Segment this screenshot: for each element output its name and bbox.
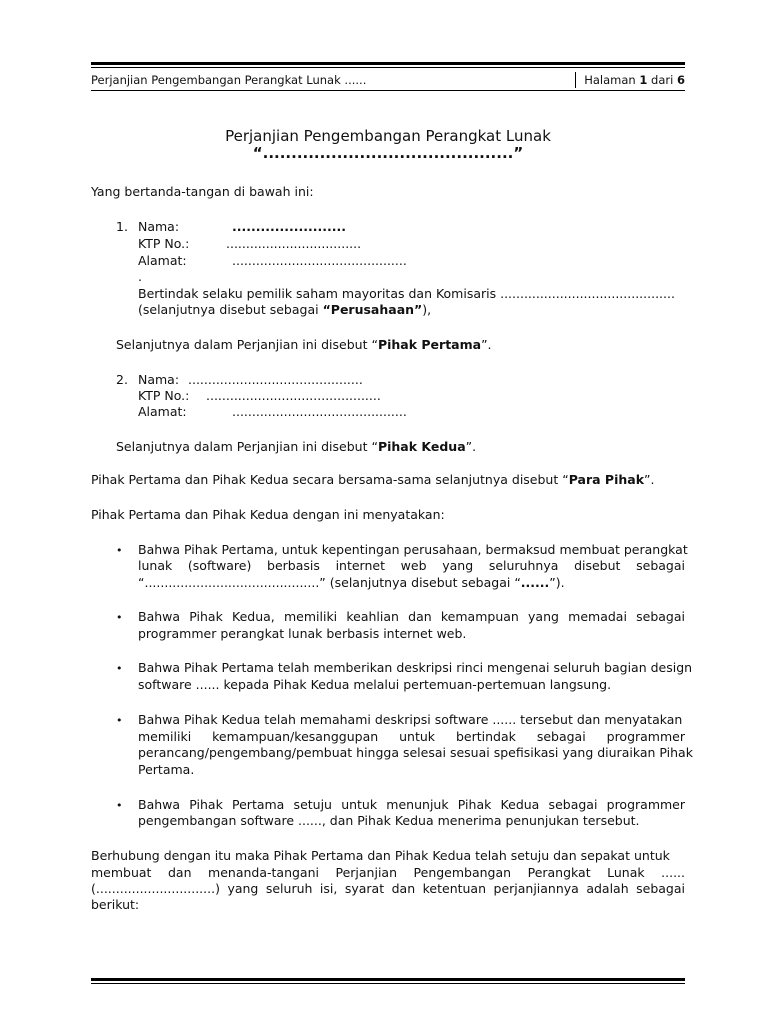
party1-role-line2 [138,302,431,318]
party1-name-value: ........................ [232,219,346,234]
bullet-4-line3: perancang/pengembang/pembuat hingga selesai sesuai spefisikasi yang diuraikan Pihak [138,745,693,760]
party1-company-term: “Perusahaan” [322,302,423,317]
party1-designation-pre: Selanjutnya dalam Perjanjian ini disebut “ [116,337,378,352]
party2-number: 2. [116,372,128,387]
bullet-1-line3-post: ”). [549,575,565,590]
header-doc-title: Perjanjian Pengembangan Perangkat Lunak ...... [91,73,367,87]
bullet-5-marker: • [116,799,123,812]
header-top-rule [91,62,685,65]
party1-name-label: Nama: [138,219,180,234]
closing-line3: (..............................) yang seluruh isi, syarat dan ketentuan perjanjiannya adalah sebagai [91,881,685,896]
closing-line1: Berhubung dengan itu maka Pihak Pertama dan Pihak Kedua telah setuju dan sepakat untuk [91,848,670,863]
bullet-1-marker: • [116,544,123,557]
closing-line2: membuat dan menanda-tangani Perjanjian Pengembangan Perangkat Lunak ...... [91,865,685,880]
document-title: Perjanjian Pengembangan Perangkat Lunak [225,127,551,145]
party2-designation-pre: Selanjutnya dalam Perjanjian ini disebut “ [116,439,378,454]
party2-ktp-label: KTP No.: [138,388,190,403]
document-title-placeholder: “............................................” [252,144,524,162]
bullet-3-marker: • [116,662,123,675]
bullet-3-line2: software ...... kepada Pihak Kedua melalui pertemuan-pertemuan langsung. [138,677,612,692]
declaration-text: Pihak Pertama dan Pihak Kedua dengan ini menyatakan: [91,507,445,522]
page-label: Halaman [584,73,636,87]
party1-role-pre: (selanjutnya disebut sebagai [138,302,323,317]
header-bottom-rule [91,90,685,91]
party2-designation [116,439,476,455]
party2-name-value: ............................................ [188,372,363,387]
bullet-2-marker: • [116,611,123,624]
party1-address-value: ............................................ [232,253,407,268]
party1-designation [116,337,492,353]
bullet-3-line1: Bahwa Pihak Pertama telah memberikan deskripsi rinci mengenai seluruh bagian design [138,660,693,675]
party2-address-value: ............................................ [232,404,407,419]
intro-text: Yang bertanda-tangan di bawah ini: [91,184,314,199]
bullet-4-line2: memiliki kemampuan/kesanggupan untuk bertindak sebagai programmer [138,729,685,744]
bullet-4-marker: • [116,714,123,727]
bullet-1-line3-pre: “............................................” (selanjutnya disebut sebagai “ [138,575,521,590]
party2-designation-term: Pihak Kedua [377,439,466,454]
bullet-5-line2: pengembangan software ......, dan Pihak Kedua menerima penunjukan tersebut. [138,813,640,828]
page-current: 1 [639,73,648,87]
header-page-indicator [575,72,685,88]
bullet-2-line2: programmer perangkat lunak berbasis internet web. [138,626,467,641]
party2-designation-post: ”. [465,439,477,454]
page-of-label: dari [651,73,674,87]
para-pihak-term: Para Pihak [568,472,645,487]
bullet-1-line3-term: ...... [520,575,550,590]
party1-ktp-label: KTP No.: [138,236,190,251]
bullet-2-line1: Bahwa Pihak Kedua, memiliki keahlian dan kemampuan yang memadai sebagai [138,609,685,624]
bullet-5-line1: Bahwa Pihak Pertama setuju untuk menunjuk Pihak Kedua sebagai programmer [138,797,685,812]
party2-ktp-value: ............................................ [206,388,381,403]
bullet-4-line1: Bahwa Pihak Kedua telah memahami deskripsi software ...... tersebut dan menyatakan [138,712,683,727]
party1-ktp-value: .................................. [226,236,362,251]
party1-stray-dot: . [138,269,142,284]
bullet-1-line3 [138,575,565,591]
bullet-1-line1: Bahwa Pihak Pertama, untuk kepentingan perusahaan, bermaksud membuat perangkat [138,542,688,557]
bullet-1-line2: lunak (software) berbasis internet web yang seluruhnya disebut sebagai [138,558,685,573]
page-header [91,72,685,88]
para-pihak-pre: Pihak Pertama dan Pihak Kedua secara bersama-sama selanjutnya disebut “ [91,472,569,487]
closing-line4: berikut: [91,897,140,912]
party1-role-line1: Bertindak selaku pemilik saham mayoritas dan Komisaris ............................................ [138,286,675,301]
party1-designation-post: ”. [481,337,492,352]
party2-address-label: Alamat: [138,404,187,419]
party2-name-label: Nama: [138,372,180,387]
bullet-4-line4: Pertama. [138,762,195,777]
footer-rule [91,978,685,981]
party1-role-post: ), [422,302,432,317]
party1-number: 1. [116,219,128,234]
party1-address-label: Alamat: [138,253,187,268]
party1-designation-term: Pihak Pertama [377,337,482,352]
header-top-rule-thin [91,67,685,68]
para-pihak-paragraph [91,472,654,488]
footer-rule-thin [91,983,685,984]
page-total: 6 [676,73,685,87]
para-pihak-post: ”. [644,472,655,487]
